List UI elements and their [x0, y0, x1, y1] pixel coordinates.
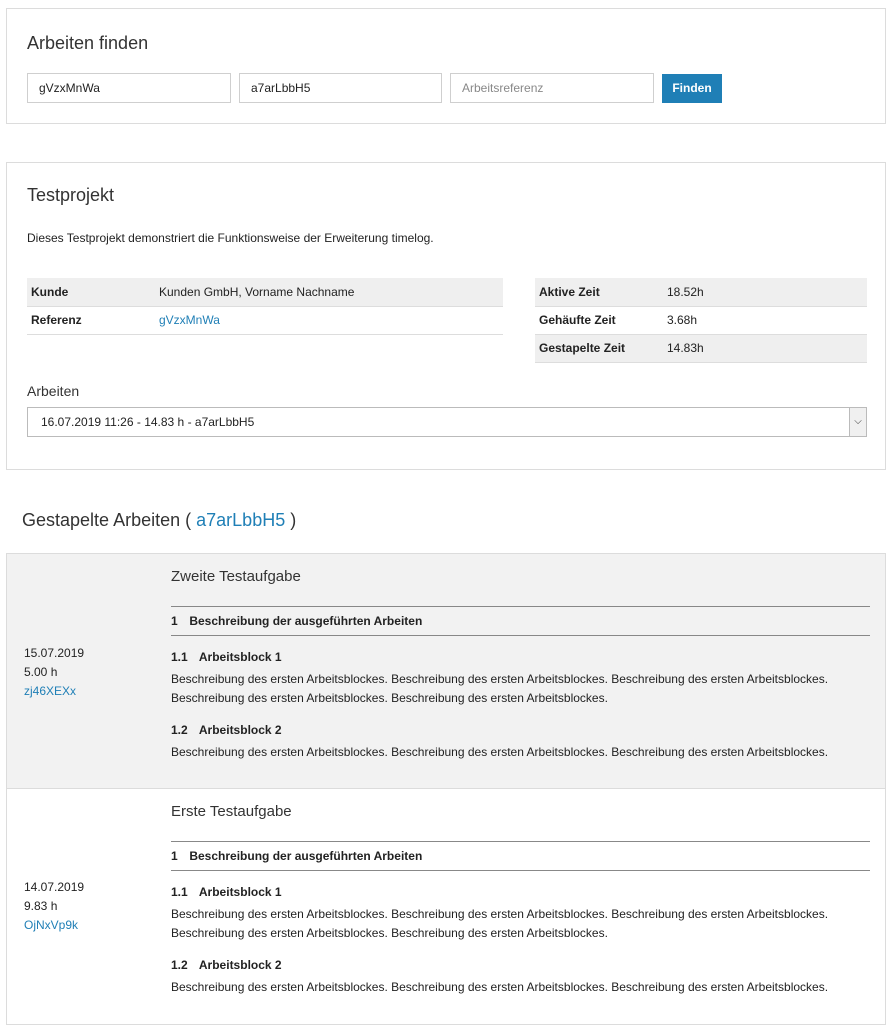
- task-ref-link[interactable]: zj46XEXx: [24, 684, 77, 698]
- heaped-time-row: [535, 306, 867, 334]
- task-row: [6, 789, 886, 1025]
- block-text: Beschreibung des ersten Arbeitsblockes. Beschreibung des ersten Arbeitsblockes. Beschreibung des ersten Arbeitsblockes. Beschreibung des ersten Arbeitsblockes. Beschreibung des ersten Arbeitsblockes.: [171, 907, 829, 940]
- section-title: Beschreibung der ausgeführten Arbeiten: [189, 849, 423, 863]
- block-title: [171, 650, 282, 664]
- task-hours: 5.00 h: [24, 665, 58, 679]
- project-info-table: [27, 278, 503, 335]
- task-reference-input[interactable]: a7arLbbH5: [239, 73, 442, 103]
- active-time-row: [535, 278, 867, 306]
- stacked-heading-text: Gestapelte Arbeiten: [22, 510, 181, 530]
- task-date: 14.07.2019: [24, 880, 85, 894]
- heaped-time-value: 3.68h: [663, 306, 867, 334]
- task-row: [6, 553, 886, 789]
- task-date: 15.07.2019: [24, 646, 85, 660]
- work-reference-input[interactable]: Arbeitsreferenz: [450, 73, 654, 103]
- stacked-time-label: Gestapelte Zeit: [535, 334, 663, 362]
- task-hours: 9.83 h: [24, 899, 58, 913]
- heaped-time-label: Gehäufte Zeit: [535, 306, 663, 334]
- reference-link[interactable]: gVzxMnWa: [159, 313, 220, 327]
- block-title-text: Arbeitsblock 2: [198, 958, 282, 972]
- customer-row: [27, 278, 503, 306]
- finder-title: Arbeiten finden: [27, 33, 149, 53]
- block-text: Beschreibung des ersten Arbeitsblockes. Beschreibung des ersten Arbeitsblockes. Beschreibung des ersten Arbeitsblockes.: [171, 980, 829, 994]
- reference-row: [27, 306, 503, 334]
- stacked-time-value: 14.83h: [663, 334, 867, 362]
- stacked-tasks-heading: [22, 510, 296, 531]
- time-info-table: [535, 278, 867, 363]
- block-number: 1.1: [171, 650, 188, 664]
- block-title: [171, 885, 282, 899]
- tasks-select[interactable]: [27, 407, 867, 437]
- block-number: 1.2: [171, 723, 188, 737]
- active-time-label: Aktive Zeit: [535, 278, 663, 306]
- tasks-select-value: 16.07.2019 11:26 - 14.83 h - a7arLbbH5: [41, 415, 255, 429]
- section-title: Beschreibung der ausgeführten Arbeiten: [189, 614, 423, 628]
- stacked-heading-open-paren: (: [185, 510, 192, 530]
- block-title: [171, 958, 282, 972]
- section-number: 1: [171, 849, 178, 863]
- tasks-select-label: Arbeiten: [27, 383, 80, 399]
- customer-label: Kunde: [27, 278, 155, 306]
- find-button[interactable]: Finden: [662, 74, 722, 103]
- chevron-down-icon[interactable]: ⌵: [849, 408, 866, 436]
- block-title-text: Arbeitsblock 1: [198, 650, 282, 664]
- section-number: 1: [171, 614, 178, 628]
- reference-label: Referenz: [27, 306, 155, 334]
- block-title: [171, 723, 282, 737]
- block-title-text: Arbeitsblock 2: [198, 723, 282, 737]
- block-number: 1.2: [171, 958, 188, 972]
- task-ref-link[interactable]: OjNxVp9k: [24, 918, 79, 932]
- block-text: Beschreibung des ersten Arbeitsblockes. Beschreibung des ersten Arbeitsblockes. Beschreibung des ersten Arbeitsblockes. Beschreibung des ersten Arbeitsblockes. Beschreibung des ersten Arbeitsblockes.: [171, 672, 829, 705]
- stacked-time-row: [535, 334, 867, 362]
- project-description: Dieses Testprojekt demonstriert die Funktionsweise der Erweiterung timelog.: [27, 231, 434, 245]
- block-text: Beschreibung des ersten Arbeitsblockes. Beschreibung des ersten Arbeitsblockes. Beschreibung des ersten Arbeitsblockes.: [171, 745, 829, 759]
- section-heading: [171, 606, 870, 636]
- section-heading: [171, 841, 870, 871]
- project-reference-input[interactable]: gVzxMnWa: [27, 73, 231, 103]
- project-title: Testprojekt: [27, 185, 115, 205]
- stacked-heading-close-paren: ): [290, 510, 297, 530]
- project-panel: [6, 162, 886, 470]
- block-number: 1.1: [171, 885, 188, 899]
- task-meta: [24, 644, 84, 701]
- customer-value: Kunden GmbH, Vorname Nachname: [155, 278, 503, 306]
- task-meta: [24, 878, 84, 935]
- task-title: Erste Testaufgabe: [171, 803, 292, 820]
- active-time-value: 18.52h: [663, 278, 867, 306]
- finder-panel: [6, 8, 886, 124]
- task-title: Zweite Testaufgabe: [171, 568, 301, 585]
- block-title-text: Arbeitsblock 1: [198, 885, 282, 899]
- stacked-task-link[interactable]: a7arLbbH5: [196, 510, 286, 530]
